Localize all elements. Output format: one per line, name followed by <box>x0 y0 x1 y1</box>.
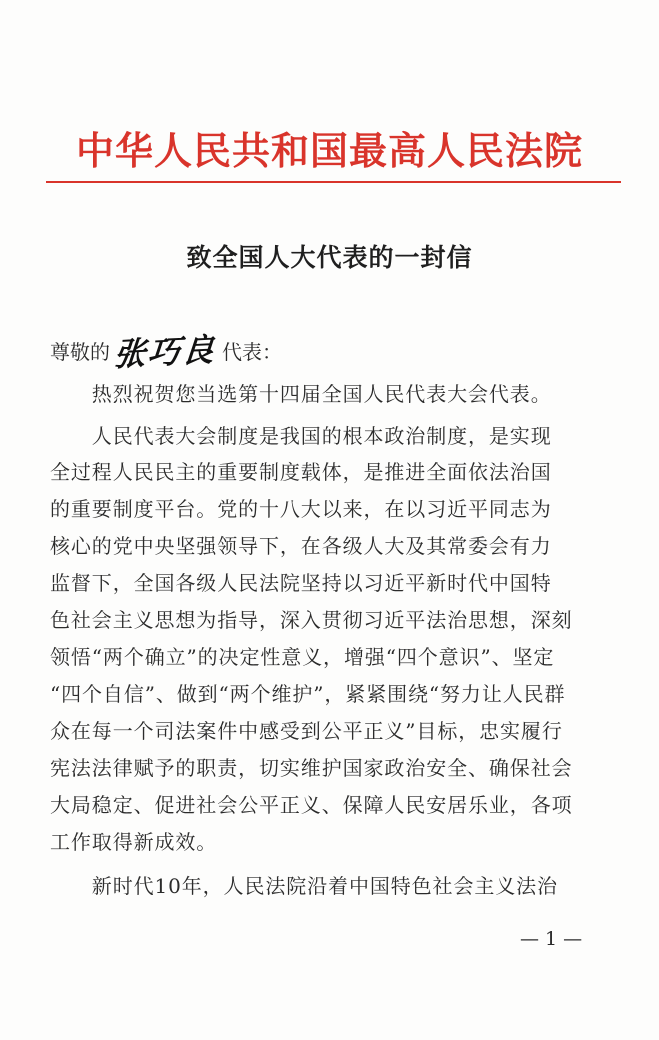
body-line: 人民代表大会制度是我国的根本政治制度，是实现 <box>50 424 552 448</box>
body-line: 热烈祝贺您当选第十四届全国人民代表大会代表。 <box>50 382 552 406</box>
body-line: 众在每一个司法案件中感受到公平正义”目标，忠实履行 <box>50 719 563 743</box>
salutation-prefix: 尊敬的 <box>50 339 110 364</box>
body-line: 大局稳定、促进社会公平正义、保障人民安居乐业，各项 <box>50 793 573 817</box>
page-number: — 1 — <box>520 928 583 950</box>
body-line: 色社会主义思想为指导，深入贯彻习近平法治思想，深刻 <box>50 608 573 632</box>
body-line: 领悟“两个确立”的决定性意义，增强“四个意识”、坚定 <box>50 645 555 669</box>
body-line: 宪法法律赋予的职责，切实维护国家政治安全、确保社会 <box>50 756 573 780</box>
body-line: “四个自信”、做到“两个维护”，紧紧围绕“努力让人民群 <box>50 682 566 706</box>
court-letterhead-title: 中华人民共和国最高人民法院 <box>75 128 583 173</box>
handwritten-delegate-name: 张巧良 <box>112 330 218 374</box>
letterhead-red-rule <box>46 181 621 183</box>
body-line: 全过程人民民主的重要制度载体，是推进全面依法治国 <box>50 460 552 484</box>
body-line: 新时代10年，人民法院沿着中国特色社会主义法治 <box>50 874 558 898</box>
salutation-suffix: 代表： <box>222 339 283 364</box>
letter-title: 致全国人大代表的一封信 <box>186 243 473 272</box>
salutation <box>50 330 283 374</box>
body-line: 的重要制度平台。党的十八大以来，在以习近平同志为 <box>50 497 552 521</box>
body-line: 核心的党中央坚强领导下，在各级人大及其常委会有力 <box>50 534 552 558</box>
body-line: 监督下，全国各级人民法院坚持以习近平新时代中国特 <box>50 571 552 595</box>
body-line: 工作取得新成效。 <box>50 830 218 854</box>
